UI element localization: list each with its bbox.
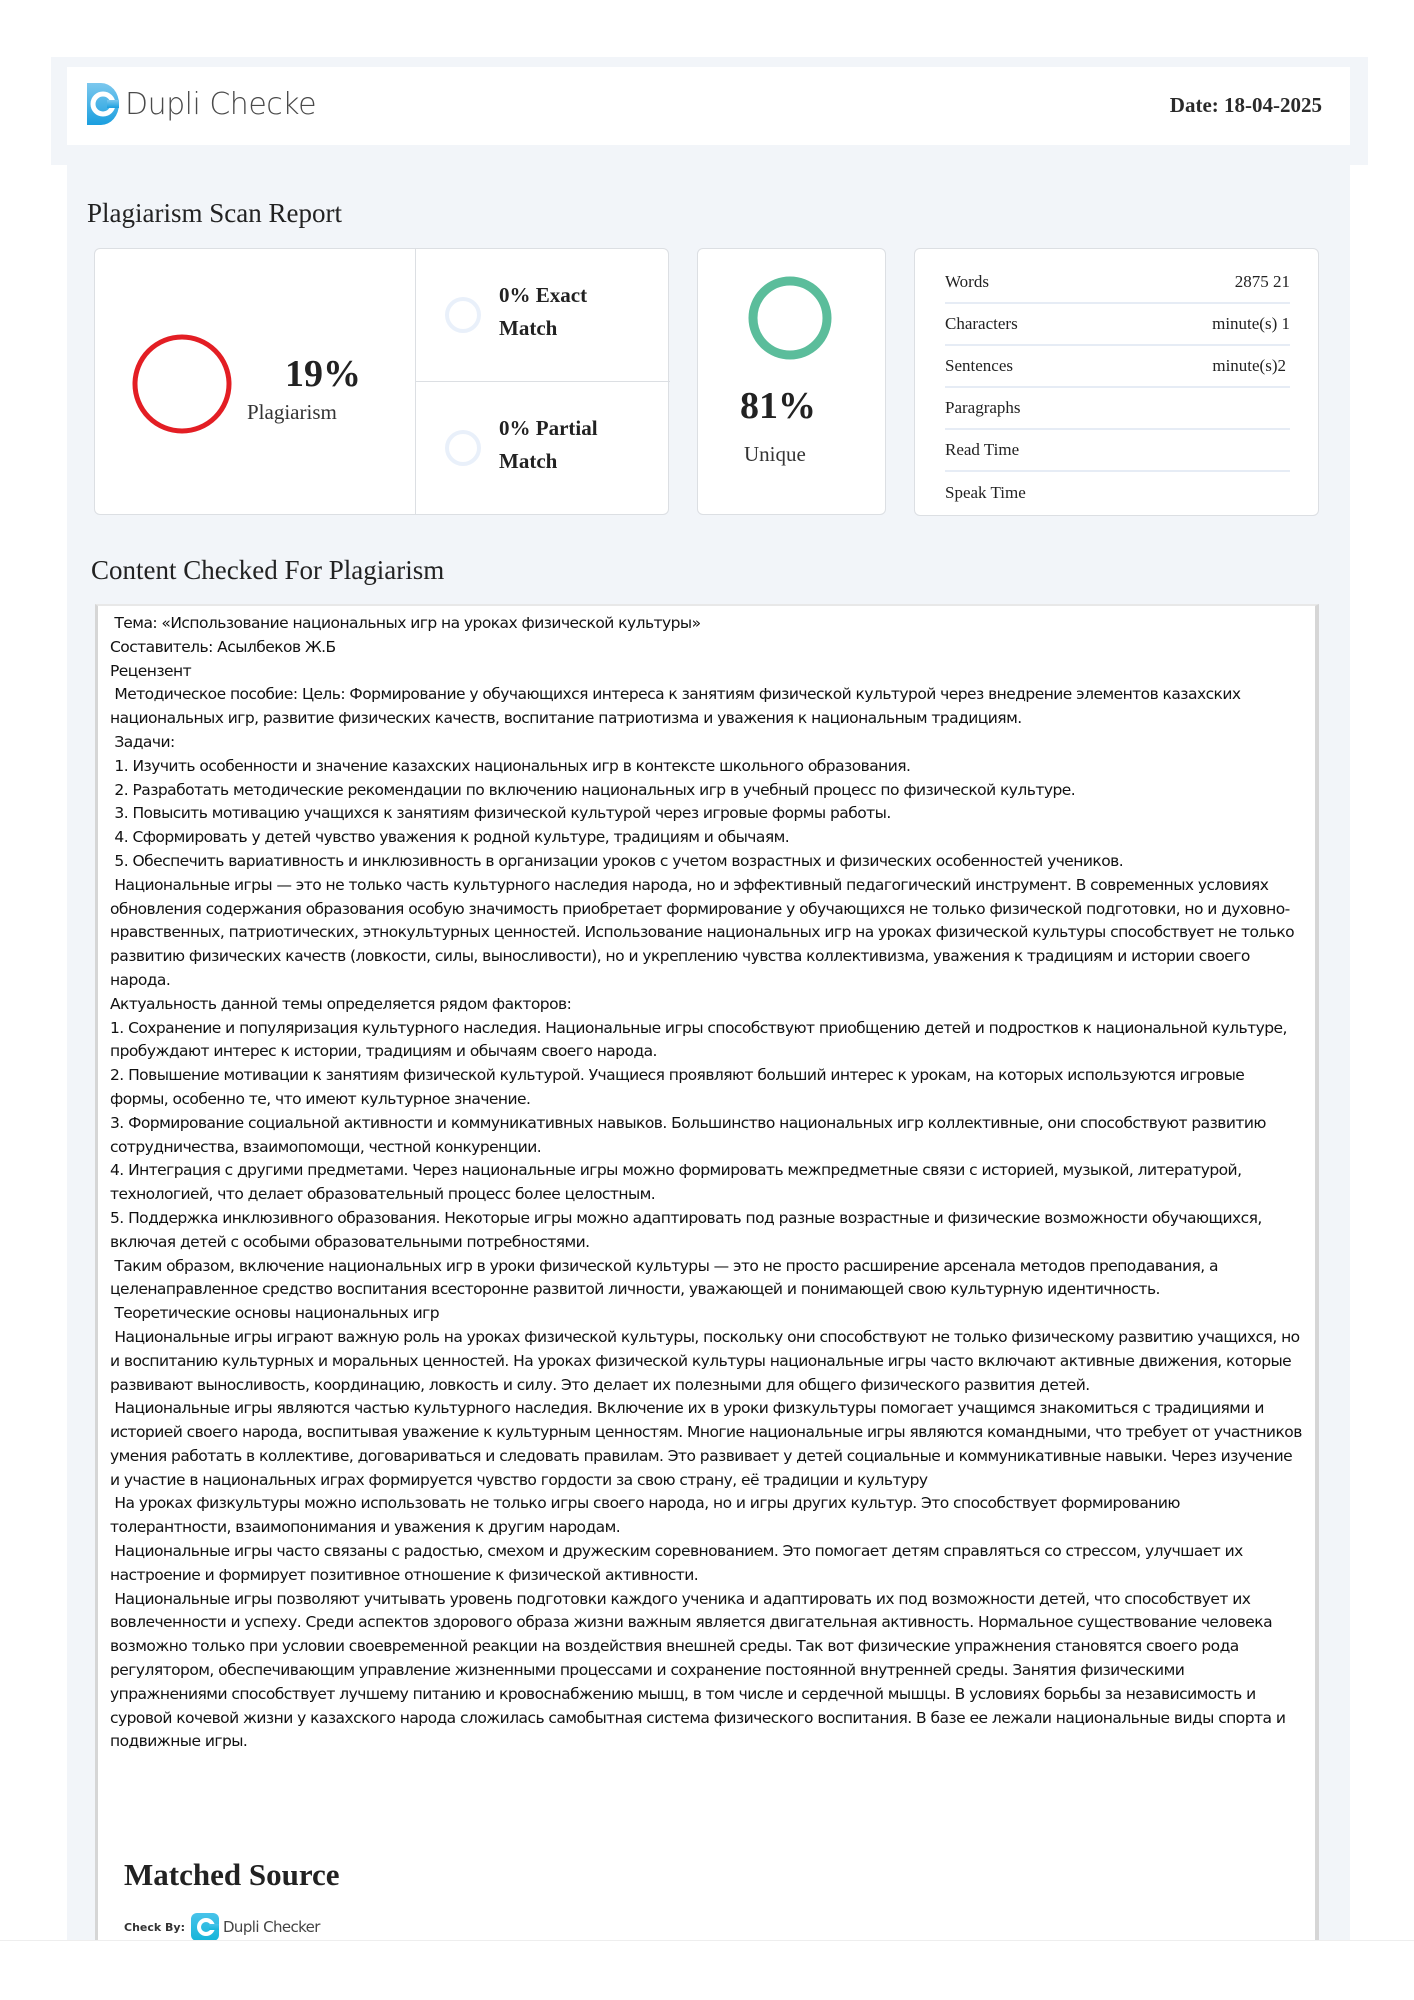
content-line: Задачи: [110,732,175,751]
content-line: Национальные игры играют важную роль на уроках физической культуры, поскольку они способствуют не только физическому развитию учащихся, но и воспитанию культурных и моральных ценностей. На уроках физической культуры национальные игры часто включают активные движения, которые развивают выносливость, координацию, ловкость и силу. Это делает их полезными для общего физического развития детей. [110,1327,1304,1394]
plagiarism-ring-icon [131,333,233,435]
report-date: Date: 18-04-2025 [1169,93,1322,117]
stat-row-paragraphs [945,388,1290,430]
content-line: 2. Разработать методические рекомендации по включению национальных игр в учебный процесс по физической культуре. [110,780,1076,799]
content-line: 1. Сохранение и популяризация культурного наследия. Национальные игры способствуют приобщению детей и подростков к национальной культуре, пробуждают интерес к истории, традициям и обычаям своего народа. [110,1018,1292,1061]
stat-row-read-time [945,430,1290,472]
content-line: Составитель: Асылбеков Ж.Б [110,637,336,656]
unique-ring-icon [748,276,832,360]
unique-label: Unique [744,442,806,466]
stat-row-speak-time [945,472,1290,514]
plagiarism-percent: 19% [285,353,361,395]
exact-match-ring-icon [443,295,483,335]
content-line: Теоретические основы национальных игр [110,1304,439,1323]
unique-percent: 81% [740,385,816,427]
matched-source-title: Matched Source [124,1857,340,1892]
content-line: Национальные игры являются частью культурного наследия. Включение их в уроки физкультуры помогает учащимся знакомиться с традициями и историей своего народа, воспитывая уважение к культурным ценностям. Многие национальные игры являются командными, что требует от участников умения работать в коллективе, договариваться и следовать правилам. Это развивает у детей социальные и коммуникативные навыки. Через изучение и участие в национальных играх формируется чувство гордости за свою страну, её традиции и культуру [110,1399,1307,1489]
checked-content-text [110,612,1305,1754]
logo [87,83,316,125]
content-line: Национальные игры позволяют учитывать уровень подготовки каждого ученика и адаптировать их под возможности детей, что способствует их вовлеченности и успеху. Среди аспектов здорового образа жизни важным является двигательная активность. Нормальное существование человека возможно только при условии своевременной реакции на воздействия внешней среды. Так вот физические упражнения становятся своего рода регулятором, обеспечивающим управление жизненными процессами и сохранение постоянной внутренней среды. Занятия физическими упражнениями способствует лучшему питанию и кровоснабжению мышц, в том числе и сердечной мышцы. В условиях борьбы за независимость и суровой кочевой жизни у казахского народа сложилась самобытная система физического воспитания. В базе ее лежали национальные виды спорта и подвижные игры. [110,1589,1290,1751]
logo-text: Dupli Checke [125,86,317,122]
check-by [124,1913,320,1941]
stat-value: minute(s) 1 [1212,314,1290,333]
stat-value: minute(s)2 [1212,356,1286,375]
content-line: 5. Обеспечить вариативность и инклюзивность в организации уроков с учетом возрастных и физических особенностей учеников. [110,851,1124,870]
stats-card [914,248,1319,516]
content-line: 4. Сформировать у детей чувство уважения к родной культуре, традициям и обычаям. [110,828,790,847]
page-footer-blank [0,1940,1414,2000]
content-line: Тема: «Использование национальных игр на уроках физической культуры» [110,614,701,632]
content-line: На уроках физкультуры можно использовать не только игры своего народа, но и игры других культур. Это способствует формированию толерантности, взаимопонимания и уважения к другим народам. [110,1494,1185,1537]
card-divider [415,381,670,382]
stat-row-sentences [945,346,1290,388]
content-line: 1. Изучить особенности и значение казахских национальных игр в контексте школьного образования. [110,756,911,775]
unique-card [697,248,886,515]
content-line: 5. Поддержка инклюзивного образования. Некоторые игры можно адаптировать под разные возрастные и физические возможности обучающихся, включая детей с особыми образовательными потребностями. [110,1208,1267,1251]
stat-label: Characters [945,314,1018,333]
content-line: 2. Повышение мотивации к занятиям физической культурой. Учащиеся проявляют больший интерес к урокам, на которых используются игровые формы, особенно те, что имеют культурное значение. [110,1066,1249,1108]
stat-label: Speak Time [945,483,1026,502]
plagiarism-card [94,248,669,515]
content-line: 3. Формирование социальной активности и коммуникативных навыков. Большинство национальных игр коллективные, они способствуют развитию сотрудничества, взаимопомощи, честной конкуренции. [110,1113,1271,1156]
content-section-title: Content Checked For Plagiarism [91,555,445,585]
content-line: 3. Повысить мотивацию учащихся к занятиям физической культурой через игровые формы работы. [110,804,891,823]
plagiarism-label: Plagiarism [247,400,337,424]
partial-match-label: 0% Partial Match [499,416,598,473]
partial-match-ring-icon [443,428,483,468]
content-line: Методическое пособие: Цель: Формирование у обучающихся интереса к занятиям физической культурой через внедрение элементов казахских национальных игр, развитие физических качеств, воспитание патриотизма и уважения к национальным традициям. [110,685,1245,728]
stat-row-words [945,262,1290,304]
content-line: Национальные игры часто связаны с радостью, смехом и дружеским соревнованием. Это помогает детям справляться со стрессом, улучшает их настроение и формирует позитивное отношение к физической активности. [110,1542,1248,1584]
content-box[interactable] [95,604,1319,1940]
content-line: Рецензент [110,661,192,680]
stat-label: Sentences [945,356,1013,375]
content-line: Актуальность данной темы определяется рядом факторов: [110,994,572,1013]
check-by-brand: Dupli Checker [222,1918,320,1936]
check-by-label: Check By: [124,1920,185,1934]
content-line: 4. Интеграция с другими предметами. Через национальные игры можно формировать межпредметные связи с историей, музыкой, литературой, технологией, что делает образовательный процесс более целостным. [110,1161,1246,1204]
content-line: Таким образом, включение национальных игр в уроки физической культуры — это не просто расширение арсенала методов преподавания, а целенаправленное средство воспитания всесторонне развитой личности, уважающей и понимающей свою культурную идентичность. [110,1256,1223,1299]
exact-match-label: 0% Exact Match [499,283,588,340]
content-line: Национальные игры — это не только часть культурного наследия народа, но и эффективный педагогический инструмент. В современных условиях обновления содержания образования особую значимость приобретает формирование у обучающихся не только физической подготовки, но и духовно-нравственных, патриотических, этнокультурных ценностей. Использование национальных игр на уроках физической культуры способствует не только развитию физических качеств (ловкости, силы, выносливости), но и укреплению чувства коллективизма, уважения к традициям и истории своего народа. [110,875,1299,989]
report-title: Plagiarism Scan Report [87,198,342,228]
stat-value: 2875 21 [1234,272,1290,291]
stat-label: Words [945,272,989,291]
dupli-checker-logo-icon [191,1913,219,1941]
stat-label: Read Time [945,440,1020,459]
stat-row-characters [945,304,1290,346]
stat-label: Paragraphs [945,398,1021,417]
dupli-checker-logo-icon [87,83,119,125]
